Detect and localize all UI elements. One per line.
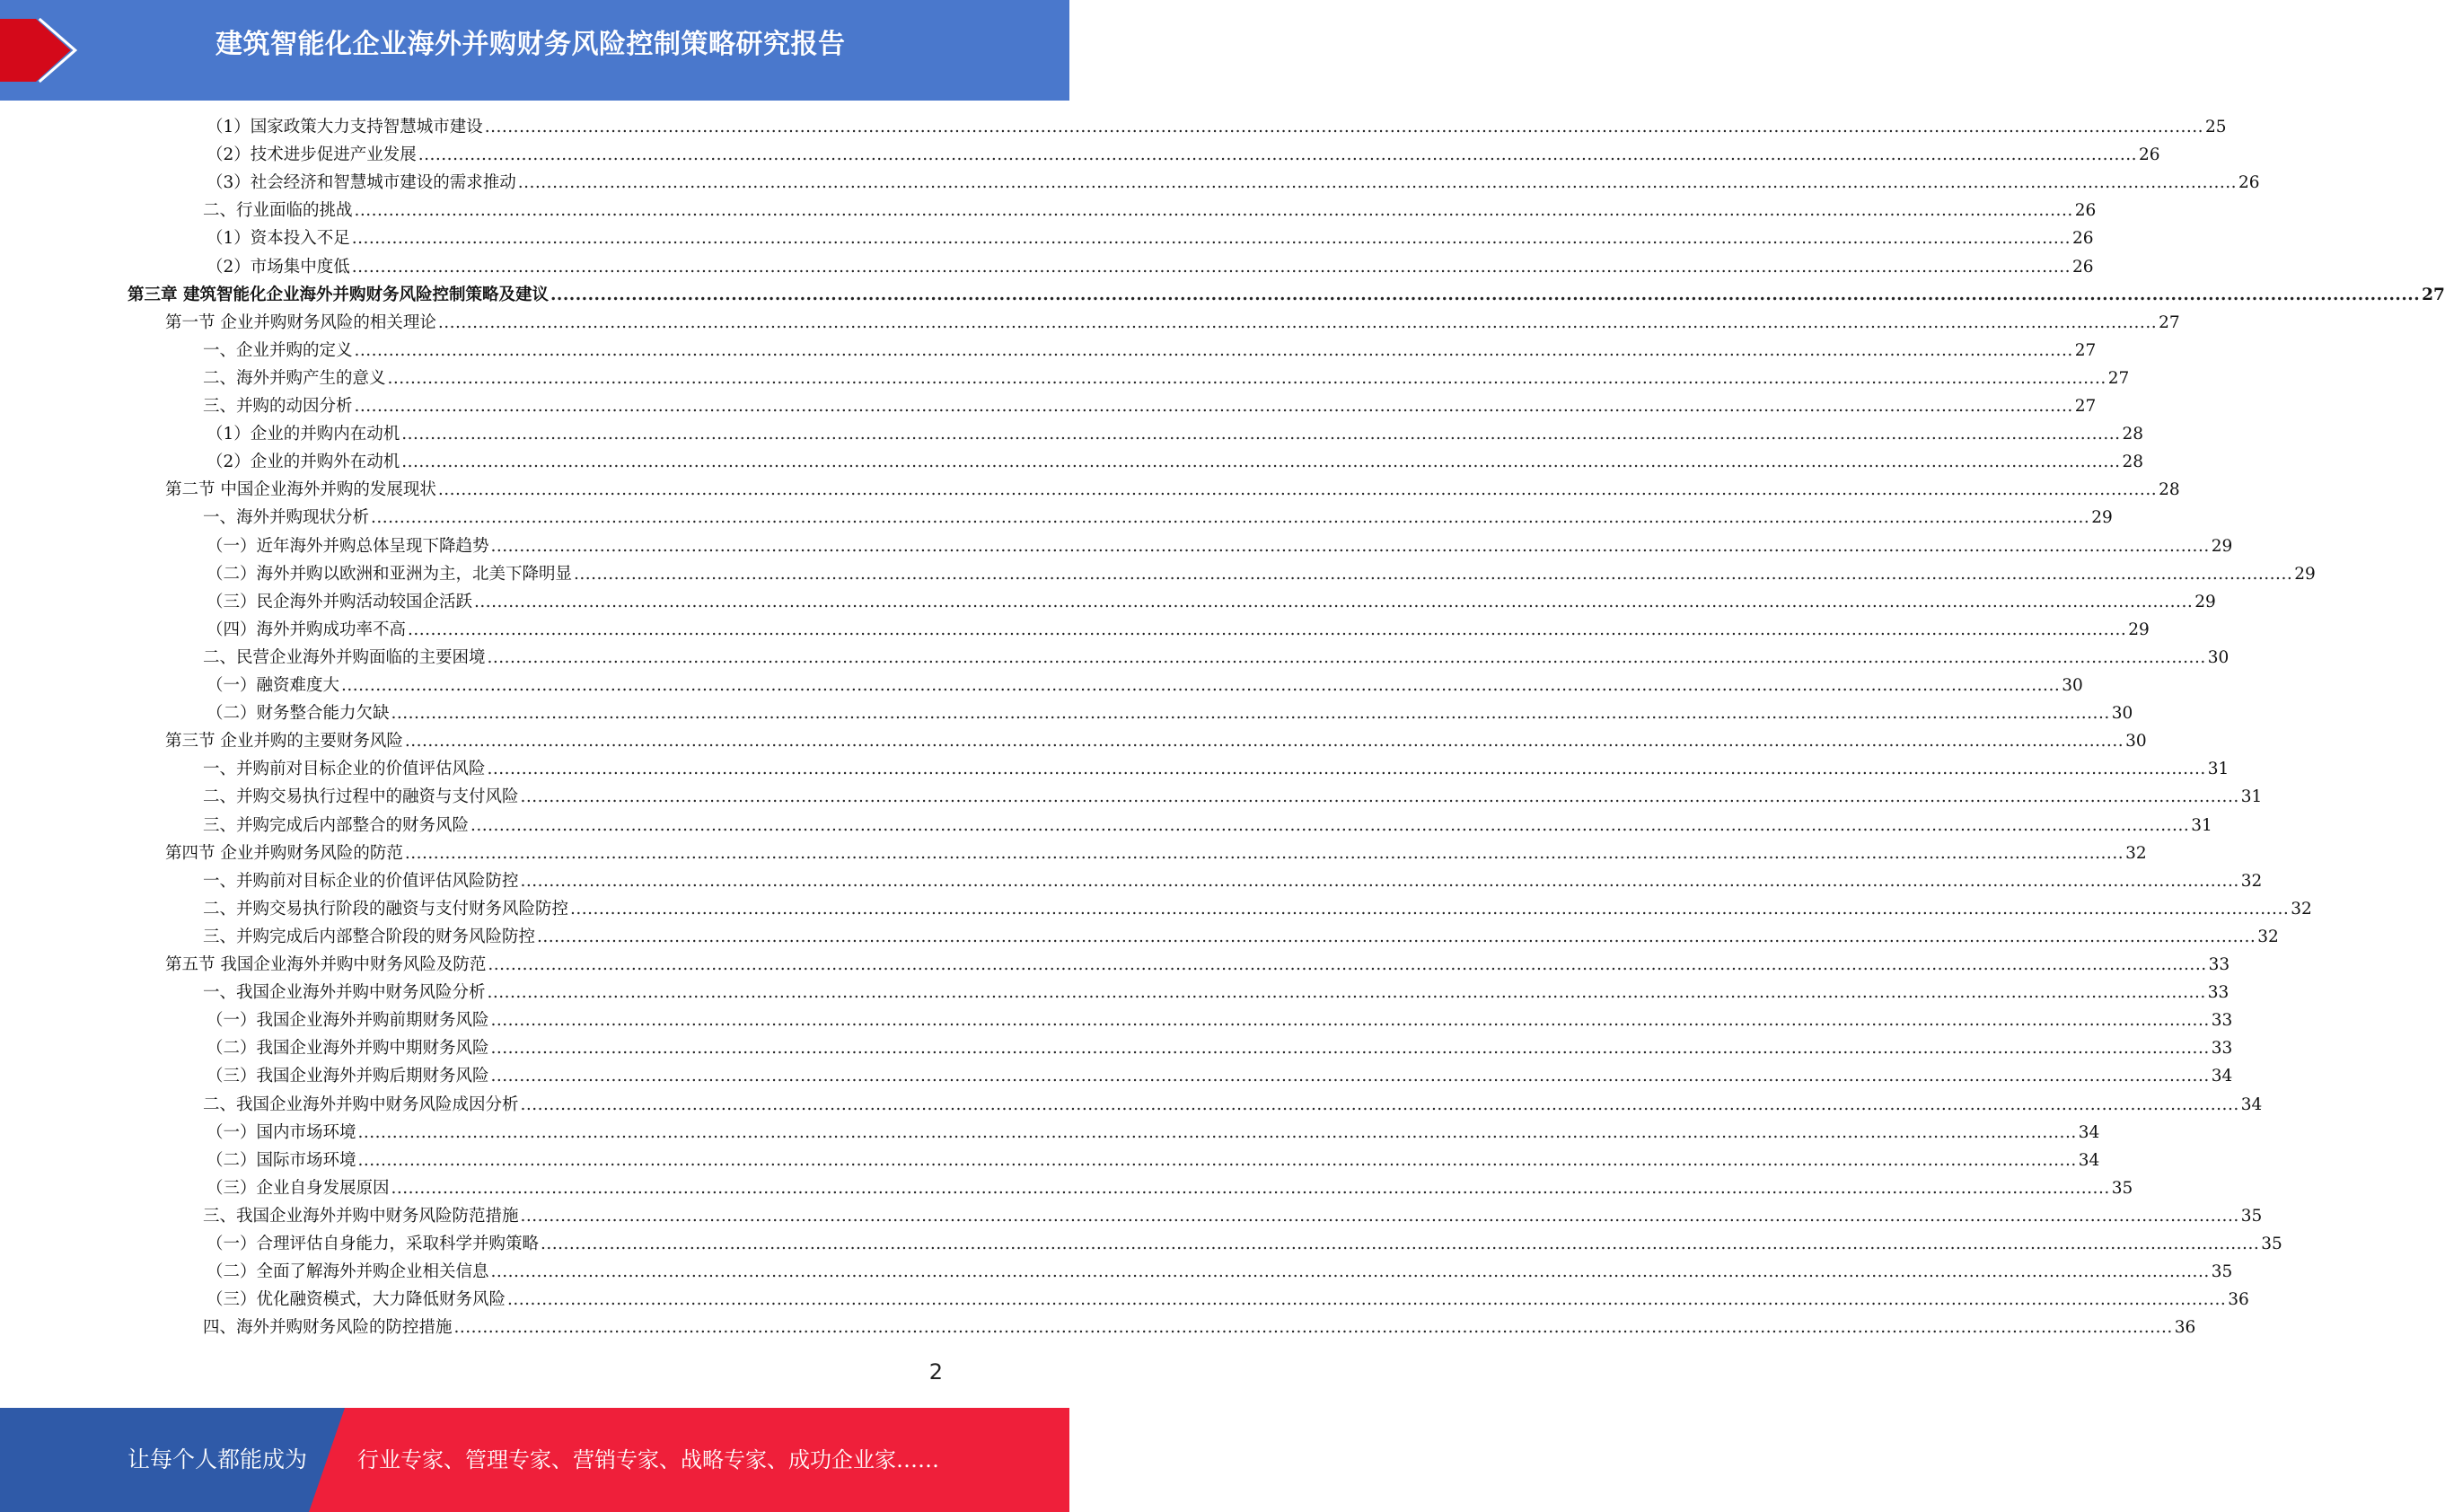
toc-entry-title: （2）技术进步促进产业发展: [207, 145, 417, 164]
toc-dot-leader: ............................................................................................................................................................................................................................................................................................................: [437, 313, 2158, 332]
toc-entry[interactable]: [207, 1147, 2100, 1174]
toc-entry-page: 36: [2228, 1290, 2249, 1309]
toc-dot-leader: ............................................................................................................................................................................................................................................................................................................: [487, 983, 2206, 1002]
toc-entry[interactable]: [203, 337, 2097, 365]
toc-entry-page: 28: [2122, 425, 2144, 444]
toc-entry[interactable]: [207, 224, 2094, 252]
toc-entry-title: （二）国际市场环境: [207, 1151, 356, 1170]
toc-entry-title: 三、并购的动因分析: [203, 397, 353, 416]
toc-entry-page: 28: [2159, 480, 2180, 499]
toc-entry-page: 33: [2211, 1039, 2233, 1058]
toc-dot-leader: ............................................................................................................................................................................................................................................................................................................: [484, 118, 2203, 136]
toc-entry-title: （二）我国企业海外并购中期财务风险: [207, 1039, 489, 1058]
toc-entry-page: 31: [2240, 787, 2263, 806]
toc-entry-title: 第五节 我国企业海外并购中财务风险及防范: [165, 955, 487, 974]
toc-dot-leader: ............................................................................................................................................................................................................................................................................................................: [354, 201, 2073, 220]
toc-entry[interactable]: [207, 1007, 2233, 1034]
toc-entry-title: 三、并购完成后内部整合阶段的财务风险防控: [203, 927, 536, 946]
toc-entry-title: （一）国内市场环境: [207, 1123, 356, 1142]
toc-entry[interactable]: [207, 1062, 2233, 1090]
toc-dot-leader: ............................................................................................................................................................................................................................................................................................................: [487, 648, 2206, 667]
toc-entry-title: （一）融资难度大: [207, 676, 340, 695]
toc-dot-leader: ............................................................................................................................................................................................................................................................................................................: [453, 1318, 2173, 1337]
toc-dot-leader: ............................................................................................................................................................................................................................................................................................................: [541, 1235, 2260, 1253]
toc-entry-title: 第二节 中国企业海外并购的发展现状: [165, 480, 436, 499]
document-title: 建筑智能化企业海外并购财务风险控制策略研究报告: [215, 29, 846, 60]
toc-entry[interactable]: [203, 1091, 2263, 1119]
toc-entry[interactable]: [165, 727, 2147, 755]
toc-entry-page: 34: [2240, 1095, 2263, 1114]
toc-entry-title: 二、并购交易执行阶段的融资与支付财务风险防控: [203, 900, 569, 919]
toc-dot-leader: ............................................................................................................................................................................................................................................................................................................: [351, 229, 2071, 248]
toc-dot-leader: ............................................................................................................................................................................................................................................................................................................: [401, 453, 2121, 471]
toc-entry[interactable]: [203, 365, 2130, 392]
toc-entry-title: 二、行业面临的挑战: [203, 201, 353, 220]
toc-entry[interactable]: [203, 812, 2212, 840]
footer-slogan-right: 行业专家、管理专家、营销专家、战略专家、成功企业家……: [357, 1447, 939, 1472]
page-header: [0, 0, 1069, 101]
toc-dot-leader: ............................................................................................................................................................................................................................................................................................................: [520, 1207, 2239, 1226]
toc-entry-page: 30: [2062, 676, 2083, 695]
toc-entry[interactable]: [207, 560, 2316, 588]
toc-entry[interactable]: [165, 309, 2180, 337]
toc-entry-title: （二）财务整合能力欠缺: [207, 704, 390, 723]
toc-entry[interactable]: [165, 476, 2180, 504]
toc-entry-title: 第四节 企业并购财务风险的防范: [165, 844, 403, 863]
toc-dot-leader: ............................................................................................................................................................................................................................................................................................................: [357, 1123, 2077, 1142]
toc-entry-page: 35: [2261, 1235, 2282, 1253]
toc-entry-page: 30: [2111, 704, 2133, 723]
toc-entry-page: 29: [2211, 537, 2233, 556]
toc-entry[interactable]: [203, 867, 2263, 895]
toc-entry[interactable]: [203, 979, 2230, 1007]
toc-entry-page: 33: [2207, 983, 2230, 1002]
toc-entry-title: （二）海外并购以欧洲和亚洲为主，北美下降明显: [207, 565, 573, 584]
toc-dot-leader: ............................................................................................................................................................................................................................................................................................................: [418, 145, 2137, 164]
toc-dot-leader: ............................................................................................................................................................................................................................................................................................................: [490, 1011, 2210, 1030]
toc-dot-leader: ............................................................................................................................................................................................................................................................................................................: [351, 258, 2071, 277]
toc-dot-leader: ............................................................................................................................................................................................................................................................................................................: [520, 1095, 2239, 1114]
toc-entry[interactable]: [165, 951, 2230, 979]
toc-entry-page: 32: [2240, 872, 2263, 891]
toc-dot-leader: ............................................................................................................................................................................................................................................................................................................: [408, 620, 2127, 639]
toc-dot-leader: ............................................................................................................................................................................................................................................................................................................: [517, 173, 2237, 192]
toc-entry-page: 31: [2191, 816, 2212, 835]
toc-entry-title: （一）合理评估自身能力，采取科学并购策略: [207, 1235, 540, 1253]
toc-entry-page: 33: [2211, 1011, 2233, 1030]
toc-entry-title: （二）全面了解海外并购企业相关信息: [207, 1262, 489, 1281]
toc-entry-title: 第三节 企业并购的主要财务风险: [165, 732, 403, 751]
toc-dot-leader: ............................................................................................................................................................................................................................................................................................................: [401, 425, 2121, 444]
toc-entry[interactable]: [207, 532, 2233, 560]
toc-entry-title: （三）民企海外并购活动较国企活跃: [207, 593, 473, 611]
toc-entry-title: （一）近年海外并购总体呈现下降趋势: [207, 537, 489, 556]
toc-entry-title: 一、海外并购现状分析: [203, 508, 370, 527]
toc-entry[interactable]: [207, 616, 2150, 644]
toc-entry[interactable]: [203, 783, 2263, 811]
toc-dot-leader: ............................................................................................................................................................................................................................................................................................................: [404, 732, 2124, 751]
toc-entry-title: 二、海外并购产生的意义: [203, 369, 386, 388]
toc-entry[interactable]: [203, 197, 2097, 224]
toc-entry-page: 26: [2238, 173, 2260, 192]
toc-entry-title: 一、我国企业海外并购中财务风险分析: [203, 983, 486, 1002]
toc-entry[interactable]: [128, 281, 2445, 309]
toc-entry-title: 第一节 企业并购财务风险的相关理论: [165, 313, 436, 332]
toc-entry[interactable]: [207, 141, 2160, 169]
toc-dot-leader: ............................................................................................................................................................................................................................................................................................................: [391, 704, 2110, 723]
toc-entry[interactable]: [203, 644, 2230, 672]
toc-dot-leader: ............................................................................................................................................................................................................................................................................................................: [371, 508, 2090, 527]
toc-entry-page: 27: [2074, 341, 2097, 360]
toc-dot-leader: ............................................................................................................................................................................................................................................................................................................: [391, 1179, 2110, 1198]
toc-dot-leader: ............................................................................................................................................................................................................................................................................................................: [490, 1067, 2210, 1086]
toc-entry-page: 28: [2122, 453, 2144, 471]
toc-entry[interactable]: [203, 504, 2113, 532]
toc-entry-page: 35: [2111, 1179, 2133, 1198]
toc-dot-leader: ............................................................................................................................................................................................................................................................................................................: [520, 872, 2239, 891]
toc-entry-title: 二、并购交易执行过程中的融资与支付风险: [203, 787, 519, 806]
toc-entry-title: （2）企业的并购外在动机: [207, 453, 400, 471]
toc-dot-leader: ............................................................................................................................................................................................................................................................................................................: [490, 537, 2210, 556]
toc-entry-title: 一、并购前对目标企业的价值评估风险防控: [203, 872, 519, 891]
toc-entry-title: 二、民营企业海外并购面临的主要困境: [203, 648, 486, 667]
toc-dot-leader: ............................................................................................................................................................................................................................................................................................................: [550, 286, 2421, 304]
toc-dot-leader: ............................................................................................................................................................................................................................................................................................................: [471, 816, 2190, 835]
toc-entry[interactable]: [207, 1230, 2282, 1258]
toc-dot-leader: ............................................................................................................................................................................................................................................................................................................: [487, 760, 2206, 778]
toc-entry-page: 34: [2211, 1067, 2233, 1086]
toc-entry-title: （三）优化融资模式，大力降低财务风险: [207, 1290, 506, 1309]
toc-entry-page: 34: [2078, 1123, 2100, 1142]
toc-entry[interactable]: [207, 113, 2227, 141]
toc-entry-page: 25: [2204, 118, 2227, 136]
toc-entry[interactable]: [207, 699, 2133, 727]
toc-entry-page: 34: [2078, 1151, 2100, 1170]
toc-dot-leader: ............................................................................................................................................................................................................................................................................................................: [537, 927, 2256, 946]
toc-entry-title: 三、我国企业海外并购中财务风险防范措施: [203, 1207, 519, 1226]
toc-dot-leader: ............................................................................................................................................................................................................................................................................................................: [490, 1039, 2210, 1058]
toc-entry-page: 32: [2257, 927, 2279, 946]
toc-entry[interactable]: [203, 1202, 2263, 1230]
toc-entry-page: 30: [2207, 648, 2230, 667]
toc-entry-page: 27: [2107, 369, 2130, 388]
toc-entry-page: 29: [2128, 620, 2150, 639]
toc-entry[interactable]: [207, 1258, 2233, 1286]
toc-entry-page: 29: [2294, 565, 2316, 584]
header-red-chevron-icon: [0, 0, 90, 101]
toc-entry-title: （三）我国企业海外并购后期财务风险: [207, 1067, 489, 1086]
toc-dot-leader: ............................................................................................................................................................................................................................................................................................................: [354, 341, 2073, 360]
toc-entry[interactable]: [207, 1119, 2100, 1147]
footer-slogan-left: 让每个人都能成为: [128, 1446, 308, 1472]
toc-entry-title: （一）我国企业海外并购前期财务风险: [207, 1011, 489, 1030]
toc-dot-leader: ............................................................................................................................................................................................................................................................................................................: [437, 480, 2158, 499]
toc-entry-page: 27: [2159, 313, 2180, 332]
page-footer: [0, 1408, 1069, 1512]
toc-entry-title: 四、海外并购财务风险的防控措施: [203, 1318, 453, 1337]
toc-dot-leader: ............................................................................................................................................................................................................................................................................................................: [490, 1262, 2210, 1281]
toc-entry[interactable]: [207, 169, 2260, 197]
toc-entry-page: 31: [2207, 760, 2230, 778]
toc-entry-page: 26: [2074, 201, 2097, 220]
toc-entry-title: （1）资本投入不足: [207, 229, 350, 248]
page-number: 2: [928, 1359, 943, 1385]
toc-dot-leader: ............................................................................................................................................................................................................................................................................................................: [354, 397, 2073, 416]
toc-entry[interactable]: [203, 1314, 2196, 1341]
toc-entry-title: 三、并购完成后内部整合的财务风险: [203, 816, 470, 835]
toc-entry[interactable]: [207, 253, 2094, 281]
toc-dot-leader: ............................................................................................................................................................................................................................................................................................................: [404, 844, 2124, 863]
toc-dot-leader: ............................................................................................................................................................................................................................................................................................................: [474, 593, 2194, 611]
toc-dot-leader: ............................................................................................................................................................................................................................................................................................................: [520, 787, 2239, 806]
toc-entry-page: 29: [2091, 508, 2113, 527]
toc-entry-page: 27: [2422, 286, 2445, 304]
toc-entry-title: （3）社会经济和智慧城市建设的需求推动: [207, 173, 516, 192]
toc-dot-leader: ............................................................................................................................................................................................................................................................................................................: [570, 900, 2290, 919]
toc-entry-title: （1）国家政策大力支持智慧城市建设: [207, 118, 483, 136]
toc-entry-title: （三）企业自身发展原因: [207, 1179, 390, 1198]
toc-entry[interactable]: [207, 420, 2144, 448]
toc-dot-leader: ............................................................................................................................................................................................................................................................................................................: [488, 955, 2207, 974]
toc-entry[interactable]: [207, 1174, 2133, 1202]
toc-entry-page: 36: [2174, 1318, 2196, 1337]
toc-entry[interactable]: [203, 392, 2097, 420]
toc-entry[interactable]: [207, 1286, 2249, 1314]
toc-entry[interactable]: [207, 588, 2216, 616]
toc-entry[interactable]: [165, 840, 2147, 867]
toc-entry-page: 35: [2211, 1262, 2233, 1281]
toc-entry-page: 32: [2291, 900, 2312, 919]
toc-entry[interactable]: [207, 1034, 2233, 1062]
toc-entry-page: 33: [2208, 955, 2230, 974]
toc-entry[interactable]: [207, 448, 2144, 476]
toc-dot-leader: ............................................................................................................................................................................................................................................................................................................: [507, 1290, 2227, 1309]
toc-entry-page: 26: [2138, 145, 2160, 164]
toc-entry-page: 26: [2071, 258, 2094, 277]
toc-entry-page: 32: [2125, 844, 2147, 863]
toc-entry-page: 26: [2071, 229, 2094, 248]
toc-entry-title: 一、并购前对目标企业的价值评估风险: [203, 760, 486, 778]
toc-entry[interactable]: [207, 672, 2083, 699]
toc-entry-page: 35: [2240, 1207, 2263, 1226]
toc-entry[interactable]: [203, 895, 2312, 923]
toc-entry-title: 第三章 建筑智能化企业海外并购财务风险控制策略及建议: [128, 286, 549, 304]
toc-dot-leader: ............................................................................................................................................................................................................................................................................................................: [574, 565, 2293, 584]
toc-entry-page: 27: [2074, 397, 2097, 416]
toc-entry-title: 二、我国企业海外并购中财务风险成因分析: [203, 1095, 519, 1114]
toc-entry-title: （2）市场集中度低: [207, 258, 350, 277]
toc-entry[interactable]: [203, 923, 2279, 951]
toc-entry-title: （四）海外并购成功率不高: [207, 620, 407, 639]
toc-entry[interactable]: [203, 755, 2230, 783]
toc-entry-page: 30: [2125, 732, 2147, 751]
toc-dot-leader: ............................................................................................................................................................................................................................................................................................................: [357, 1151, 2077, 1170]
toc-entry-title: 一、企业并购的定义: [203, 341, 353, 360]
toc-dot-leader: ............................................................................................................................................................................................................................................................................................................: [341, 676, 2061, 695]
toc-entry-page: 29: [2194, 593, 2216, 611]
toc-entry-title: （1）企业的并购内在动机: [207, 425, 400, 444]
toc-dot-leader: ............................................................................................................................................................................................................................................................................................................: [387, 369, 2106, 388]
